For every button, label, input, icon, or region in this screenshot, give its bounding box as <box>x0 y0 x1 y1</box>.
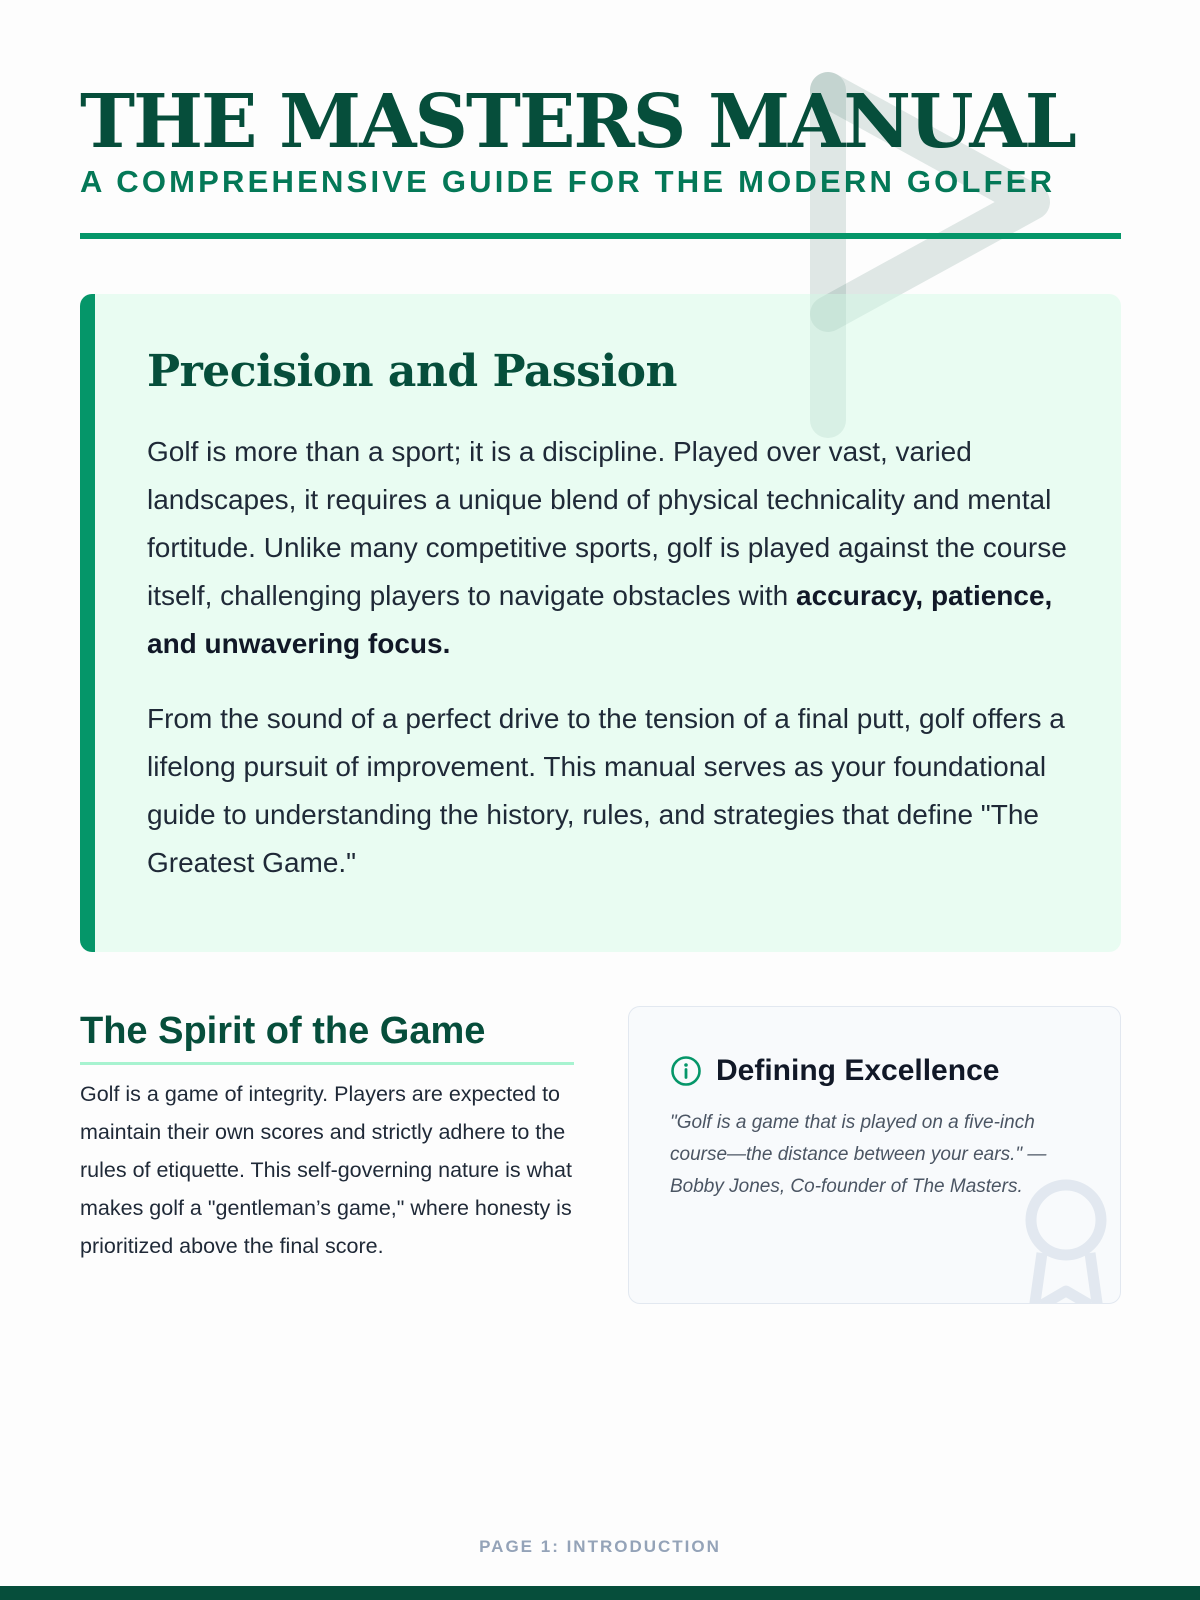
document-title: THE MASTERS MANUAL <box>80 79 1075 165</box>
document-subtitle: A COMPREHENSIVE GUIDE FOR THE MODERN GOLFER <box>80 164 1056 199</box>
spirit-paragraph: Golf is a game of integrity. Players are expected to maintain their own scores and strictly adhere to the rules of etiquette. This self-governing nature is what makes golf a "gentleman’s game," where honesty is prioritized above the final score. <box>80 1082 572 1258</box>
footer-bar <box>0 1586 1200 1600</box>
intro-heading: Precision and Passion <box>147 346 678 397</box>
info-icon <box>670 1055 702 1087</box>
intro-paragraph-1-text: Golf is more than a sport; it is a discipline. Played over vast, varied landscapes, it requires a unique blend of physical technicality and mental fortitude. Unlike many competitive sports, golf is played against the course itself, challenging players to navigate obstacles with <box>147 436 1067 611</box>
excellence-card <box>628 1006 1121 1304</box>
header-divider <box>80 233 1121 239</box>
excellence-quote: "Golf is a game that is played on a five-inch course—the distance between your ears." — Bobby Jones, Co-founder of The Masters. <box>670 1112 1047 1197</box>
page-label: PAGE 1: INTRODUCTION <box>479 1537 721 1556</box>
excellence-title: Defining Excellence <box>716 1054 1000 1087</box>
intro-paragraph-2: From the sound of a perfect drive to the tension of a final putt, golf offers a lifelong pursuit of improvement. This manual serves as your foundational guide to understanding the history, rules, and strategies that define "The Greatest Game." <box>147 703 1065 878</box>
excellence-header <box>670 1051 999 1091</box>
spirit-section <box>80 1008 574 1265</box>
spirit-heading: The Spirit of the Game <box>80 1008 574 1065</box>
intro-paragraph-1 <box>147 428 1071 668</box>
document-header <box>80 79 1120 200</box>
intro-card <box>80 294 1121 952</box>
intro-paragraph-1-emphasis: accuracy, patience, and unwavering focus. <box>147 580 1053 659</box>
